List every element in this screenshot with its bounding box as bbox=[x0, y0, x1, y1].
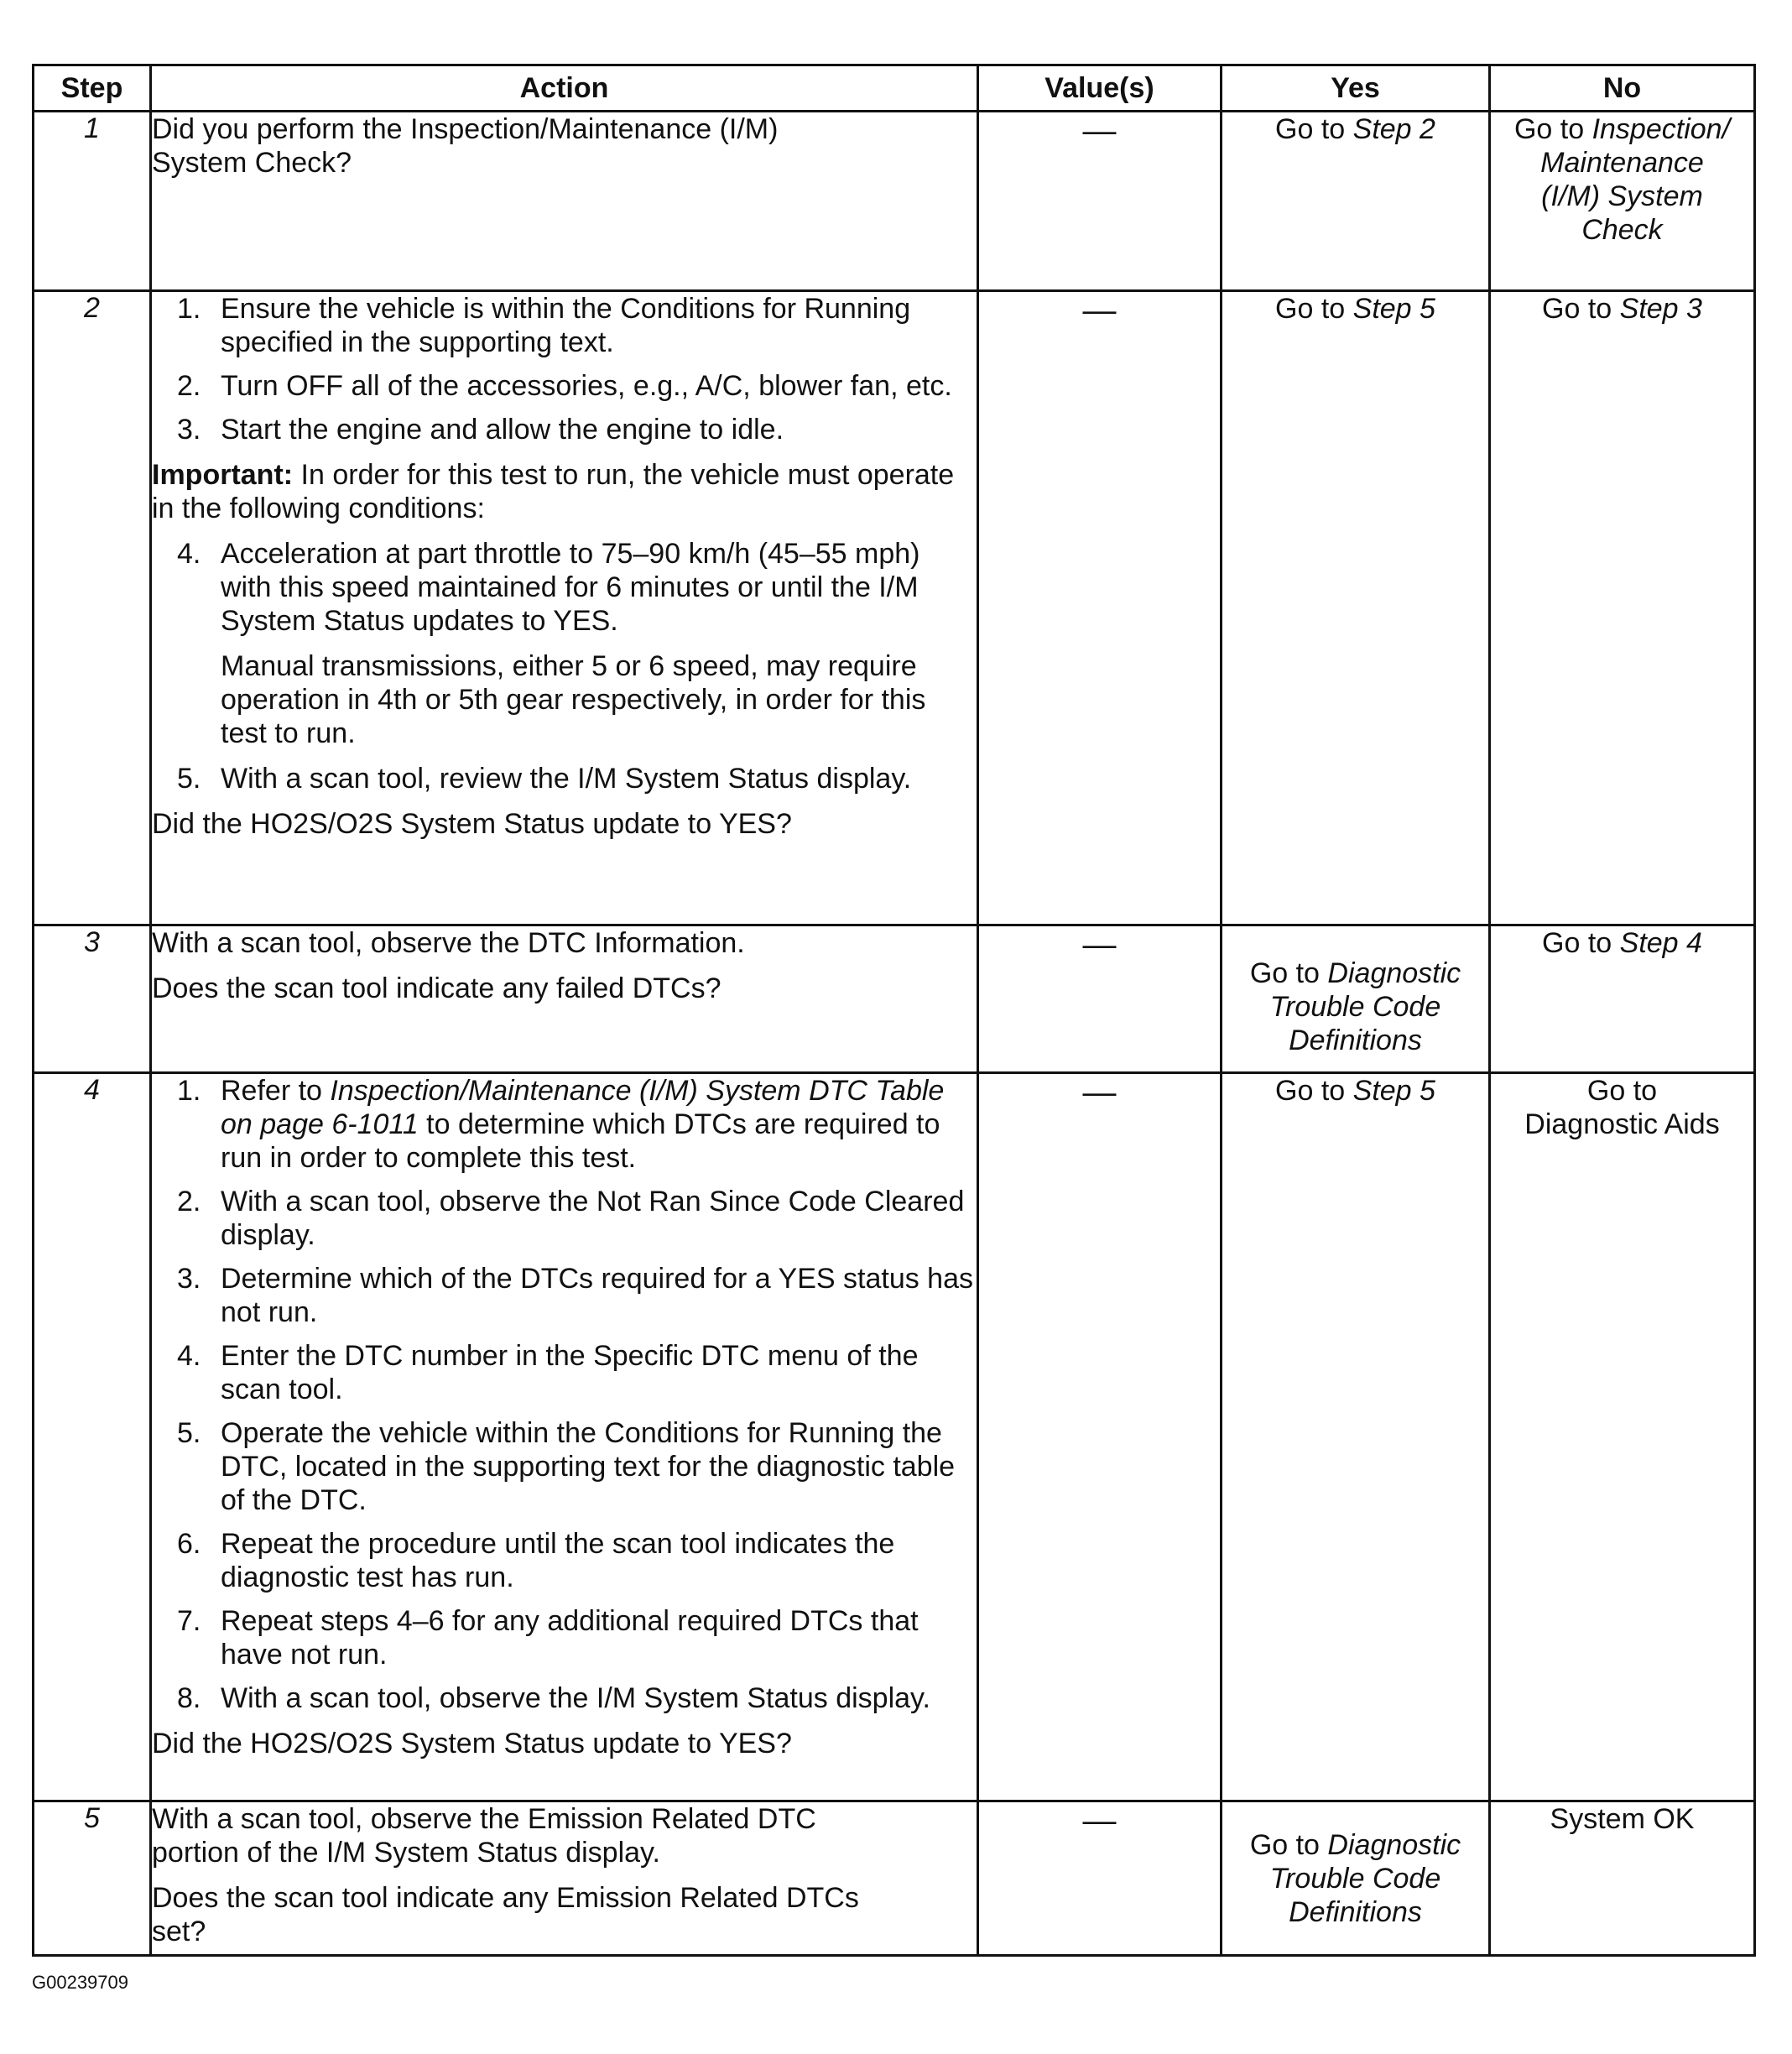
action-list bbox=[152, 292, 977, 446]
figure-code: G00239709 bbox=[32, 1972, 128, 1993]
header-row bbox=[34, 65, 1755, 112]
list-item: 2. Turn OFF all of the accessories, e.g., A/C, blower fan, etc. bbox=[177, 370, 952, 402]
step-number: 2 bbox=[34, 291, 151, 925]
no-cell bbox=[1490, 291, 1755, 925]
table-row bbox=[34, 291, 1755, 925]
value-cell: — bbox=[978, 925, 1222, 1073]
no-link[interactable]: Step 4 bbox=[1619, 927, 1702, 959]
no-cell bbox=[1490, 925, 1755, 1073]
yes-cell bbox=[1222, 925, 1490, 1073]
step-number: 3 bbox=[34, 925, 151, 1073]
no-cell bbox=[1490, 112, 1755, 291]
no-prefix: Go to bbox=[1542, 293, 1620, 325]
list-item: 3. Determine which of the DTCs required for a YES status has not run. bbox=[177, 1263, 973, 1328]
list-item: 4. Acceleration at part throttle to 75–90 km/h (45–55 mph) with this speed maintained for 6 minutes or until the I/M System Status updates to YES. bbox=[177, 538, 920, 637]
action-question: Did the HO2S/O2S System Status update to YES? bbox=[152, 1728, 792, 1759]
action-question: Does the scan tool indicate any failed DTCs? bbox=[152, 972, 721, 1004]
list-item: 5. Operate the vehicle within the Conditions for Running the DTC, located in the supporting text for the diagnostic table of the DTC. bbox=[177, 1417, 956, 1516]
no-prefix: Go to bbox=[1513, 113, 1592, 145]
yes-prefix: Go to bbox=[1275, 293, 1353, 325]
yes-cell bbox=[1222, 1073, 1490, 1801]
header-no: No bbox=[1490, 65, 1755, 112]
step-number: 4 bbox=[34, 1073, 151, 1801]
step-number: 5 bbox=[34, 1801, 151, 1956]
list-item: 7. Repeat steps 4–6 for any additional required DTCs that have not run. bbox=[177, 1605, 919, 1671]
action-question: Did the HO2S/O2S System Status update to YES? bbox=[152, 808, 792, 840]
yes-link[interactable]: Step 2 bbox=[1352, 113, 1435, 145]
value-cell: — bbox=[978, 112, 1222, 291]
action-question: Did you perform the Inspection/Maintenance (I/M) System Check? bbox=[152, 113, 779, 179]
header-values: Value(s) bbox=[978, 65, 1222, 112]
action-line: With a scan tool, observe the Emission Related DTC portion of the I/M System Status display. bbox=[152, 1803, 816, 1869]
action-cell bbox=[151, 1073, 978, 1801]
table-row bbox=[34, 925, 1755, 1073]
action-list bbox=[152, 537, 977, 638]
value-cell: — bbox=[978, 291, 1222, 925]
action-list bbox=[152, 1074, 977, 1715]
no-link[interactable]: Go to Diagnostic Aids bbox=[1524, 1075, 1720, 1140]
list-item: 8. With a scan tool, observe the I/M System Status display. bbox=[177, 1682, 930, 1714]
list-item: 2. With a scan tool, observe the Not Ran Since Code Cleared display. bbox=[177, 1186, 965, 1251]
no-cell bbox=[1490, 1073, 1755, 1801]
action-question: Does the scan tool indicate any Emission Related DTCs set? bbox=[152, 1882, 859, 1947]
no-cell bbox=[1490, 1801, 1755, 1956]
yes-link[interactable]: Diagnostic Trouble Code Definitions bbox=[1269, 957, 1461, 1056]
no-result: System OK bbox=[1550, 1803, 1695, 1835]
yes-prefix: Go to bbox=[1275, 1075, 1353, 1107]
table-row bbox=[34, 1801, 1755, 1956]
yes-prefix: Go to bbox=[1249, 1828, 1328, 1861]
value-cell: — bbox=[978, 1801, 1222, 1956]
value-cell: — bbox=[978, 1073, 1222, 1801]
list-item: 1. Ensure the vehicle is within the Conditions for Running specified in the supporting text. bbox=[177, 293, 911, 358]
action-line: With a scan tool, observe the DTC Information. bbox=[152, 927, 745, 959]
header-action: Action bbox=[151, 65, 978, 112]
header-yes: Yes bbox=[1222, 65, 1490, 112]
yes-cell bbox=[1222, 291, 1490, 925]
yes-prefix: Go to bbox=[1275, 113, 1353, 145]
action-cell bbox=[151, 291, 978, 925]
list-item: 3. Start the engine and allow the engine to idle. bbox=[177, 414, 784, 446]
yes-link[interactable]: Diagnostic Trouble Code Definitions bbox=[1269, 1828, 1461, 1928]
action-cell bbox=[151, 925, 978, 1073]
header-step: Step bbox=[34, 65, 151, 112]
action-cell bbox=[151, 112, 978, 291]
step-number: 1 bbox=[34, 112, 151, 291]
list-item: 1. Refer to Inspection/Maintenance (I/M) System DTC Table on page 6-1011 to determine which DTCs are required to run in order to complete this test. bbox=[177, 1075, 945, 1174]
list-item: 4. Enter the DTC number in the Specific DTC menu of the scan tool. bbox=[177, 1340, 919, 1405]
table-row bbox=[34, 112, 1755, 291]
no-link[interactable]: Inspection/ Maintenance (I/M) System Check bbox=[1540, 113, 1731, 246]
no-link[interactable]: Step 3 bbox=[1619, 293, 1702, 325]
list-item: 5. With a scan tool, review the I/M System Status display. bbox=[177, 763, 912, 795]
diagnostic-table bbox=[32, 64, 1756, 1957]
yes-link[interactable]: Step 5 bbox=[1352, 1075, 1435, 1107]
action-list bbox=[152, 762, 977, 795]
list-item: 6. Repeat the procedure until the scan tool indicates the diagnostic test has run. bbox=[177, 1528, 895, 1593]
dtc-table-link[interactable]: Inspection/Maintenance (I/M) System DTC Table on page 6-1011 bbox=[221, 1075, 945, 1140]
manual-transmission-note: Manual transmissions, either 5 or 6 speed, may require operation in 4th or 5th gear respectively, in order for this test to run. bbox=[221, 650, 926, 749]
yes-cell bbox=[1222, 1801, 1490, 1956]
yes-prefix: Go to bbox=[1249, 957, 1328, 989]
important-note: Important: In order for this test to run, the vehicle must operate in the following conditions: bbox=[152, 459, 955, 524]
action-cell bbox=[151, 1801, 978, 1956]
no-prefix: Go to bbox=[1542, 927, 1620, 959]
table-row bbox=[34, 1073, 1755, 1801]
yes-cell bbox=[1222, 112, 1490, 291]
yes-link[interactable]: Step 5 bbox=[1352, 293, 1435, 325]
